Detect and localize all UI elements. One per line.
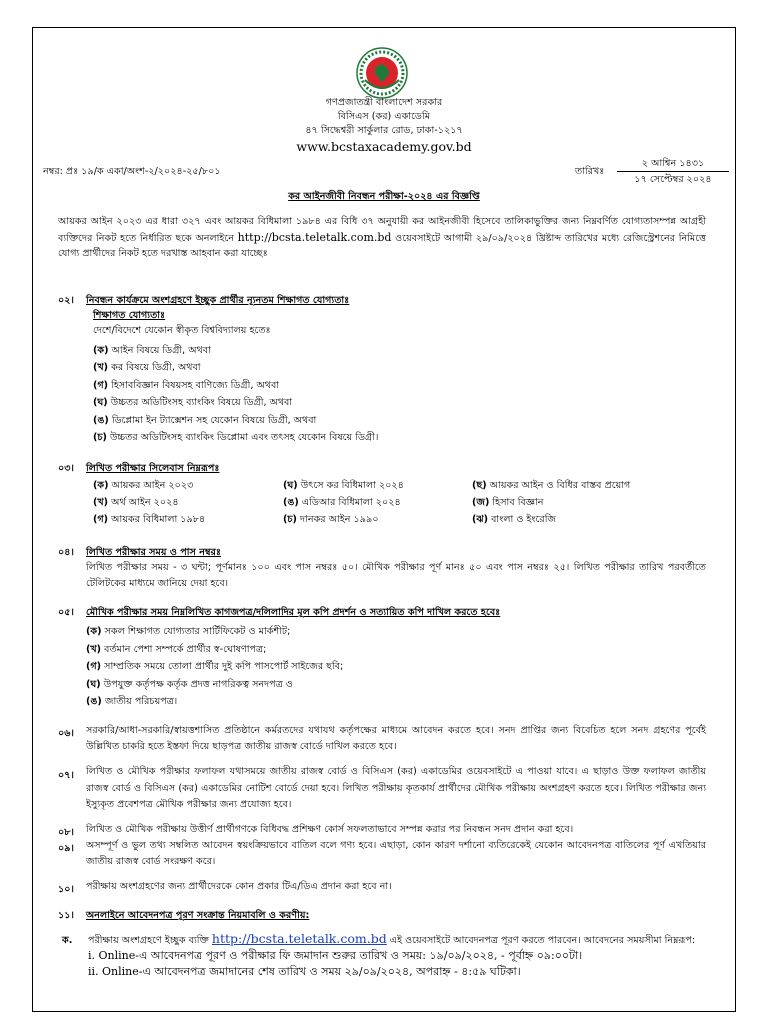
section-11-heading: অনলাইনে আবেদনপত্র পূরণ সংক্রান্ত নিয়মাবলি ও করণীয়: — [86, 910, 310, 921]
list-item: (চ) উচ্চতর অডিটিংসহ ব্যাংকিং ডিপ্লোমা এবং তৎসহ যেকোন বিষয়ে ডিগ্রী। — [93, 432, 379, 444]
section-02-list — [93, 342, 378, 446]
list-item: (ঙ) জাতীয় পরিচয়পত্র। — [86, 696, 178, 707]
syllabus-column-1 — [93, 477, 205, 529]
apply-timeline-ii: ii. Online-এ আবেদনপত্র জমাদানের শেষ তারিখ ও সময় ২৯/০৯/২০২৪, অপরাহ্ন - ৪:৫৯ ঘটিকা। — [88, 965, 521, 978]
section-10-text: পরীক্ষায় অংশগ্রহণের জন্য প্রার্থীদেরকে কোন প্রকার টিএ/ডিএ প্রদান করা হবে না। — [86, 881, 392, 892]
list-item: (ঙ) ডিপ্লোমা ইন ট্যাক্সেশন সহ যেকোন বিষয়ে ডিগ্রী, অথবা — [93, 414, 317, 426]
section-11-item-k: ক. — [62, 935, 73, 946]
list-item: (গ) সাম্প্রতিক সময়ে তোলা প্রার্থীর দুই কপি পাসপোর্ট সাইজের ছবি; — [86, 661, 344, 672]
section-02-subheading: শিক্ষাগত যোগ্যতাঃ — [93, 310, 166, 321]
list-item: (ক) আইন বিষয়ে ডিগ্রী, অথবা — [93, 345, 211, 356]
section-06-text: সরকারি/আধা-সরকারি/স্বায়ত্তশাসিত প্রতিষ্ঠানে কর্মরতদের যথাযথ কর্তৃপক্ষের মাধ্যমে আবেদন করতে হবে। সনদ প্রাপ্তির জন্য বিবেচিত হলে সনদ গ্রহণের পূর্বেই উল্লিখিত চাকরি হতে ইস্তফা দিয়ে ছাড়পত্র জাতীয় রাজস্ব বোর্ডে দাখিল করতে হবে। — [86, 725, 706, 752]
intro-link[interactable]: http://bcsta.teletalk.com.bd — [237, 230, 392, 244]
section-05-heading: মৌখিক পরীক্ষার সময় নিম্নলিখিত কাগজপত্র/দলিলাদির মূল কপি প্রদর্শন ও সত্যায়িত কপি দাখিল করতে হবেঃ — [86, 607, 501, 618]
list-item: (ঙ) এডিআর বিধিমালা ২০২৪ — [283, 497, 401, 509]
date-box — [617, 157, 729, 186]
org-address: ৪৭ সিদ্ধেশ্বরী সার্কুলার রোড, ঢাকা-১২১৭ — [305, 125, 463, 136]
section-04-heading: লিখিত পরীক্ষার সময় ও পাস নম্বরঃ — [86, 547, 221, 558]
section-05-number: ০৫। — [58, 607, 74, 618]
syllabus-column-2 — [283, 477, 404, 529]
section-11-number: ১১। — [58, 910, 74, 921]
section-06-number: ০৬। — [58, 728, 74, 739]
intro-text-a: আয়কর আইন ২০২৩ এর ধারা ৩২৭ এবং আয়কর বিধিমালা ১৯৮৪ এর বিধি ৩৭ অনুযায়ী কর আইনজীবী হিসেবে তালিকাভুক্তির জন্য নিম্নবর্ণিত যোগ্যতাসম্পন্ন আগ্রহী ব্যক্তিদের নিকট হতে নির্ধারিত ছকে অনলাইনে — [58, 216, 706, 244]
date-divider — [617, 171, 729, 172]
list-item: (ঝ) বাংলা ও ইংরেজি — [472, 514, 557, 526]
memo-number: নম্বর: প্রঃ ১৯/ক একা/অংশ-২/২০২৪-২৫/৮০১ — [43, 166, 221, 177]
date-gregorian: ১৭ সেপ্টেম্বর ২০২৪ — [634, 174, 712, 185]
list-item: (খ) অর্থ আইন ২০২৪ — [93, 497, 179, 509]
list-item: (জ) হিসাব বিজ্ঞান — [472, 497, 544, 509]
section-02-lead: দেশে/বিদেশে যেকোন স্বীকৃত বিশ্ববিদ্যালয় হতেঃ — [93, 325, 271, 336]
list-item: (ক) সকল শিক্ষাগত যোগ্যতার সার্টিফিকেট ও মার্কশীট; — [86, 626, 291, 637]
date-bangla: ২ আশ্বিন ১৪৩১ — [641, 158, 705, 169]
apply-text-b: এই ওয়েবসাইটে আবেদনপত্র পূরণ করতে পারবেন। আবেদনের সময়সীমা নিম্নরূপ: — [389, 935, 696, 946]
section-05-list — [86, 623, 343, 711]
section-10-number: ১০। — [58, 884, 74, 895]
section-07-number: ০৭। — [58, 770, 74, 781]
list-item: (চ) দানকর আইন ১৯৯০ — [283, 514, 379, 526]
list-item: (ঘ) উচ্চতর অডিটিংসহ ব্যাংকিং বিষয়ে ডিগ্রী, অথবা — [93, 397, 293, 409]
government-emblem-icon — [351, 46, 413, 100]
apply-link[interactable]: http://bcsta.teletalk.com.bd — [211, 931, 387, 946]
section-08-number: ০৮। — [58, 827, 74, 838]
section-02-heading: নিবন্ধন কার্যক্রমে অংশগ্রহণে ইচ্ছুক প্রার্থীর ন্যূনতম শিক্ষাগত যোগ্যতাঃ — [86, 295, 350, 306]
section-02-number: ০২। — [58, 295, 74, 306]
date-label: তারিখঃ — [575, 166, 605, 177]
section-03-heading: লিখিত পরীক্ষার সিলেবাস নিম্নরূপঃ — [86, 463, 220, 474]
intro-paragraph — [58, 214, 706, 262]
syllabus-column-3 — [472, 477, 630, 529]
gov-name: গণপ্রজাতন্ত্রী বাংলাদেশ সরকার — [325, 97, 443, 108]
intro-text-b: ওয়েবসাইটে আগামী ২৯/০৯/২০২৪ খ্রিষ্টাব্দ তারিখের মধ্যে রেজিস্ট্রেশনের নিমিত্তে যোগ্য প্রার্থীদের নিকট হতে দরখাস্ত আহবান করা যাচ্ছেঃ — [58, 232, 706, 259]
section-04-number: ০৪। — [58, 547, 74, 558]
section-09-text: অসম্পূর্ণ ও ভুল তথ্য সম্বলিত আবেদন স্বয়ংক্রিয়ভাবে বাতিল বলে গণ্য হবে। এছাড়া, কোন কারণ দর্শানো ব্যতিরেকেই যেকোন আবেদনপত্র বাতিলের পূর্ণ এখতিয়ার জাতীয় রাজস্ব বোর্ড সংরক্ষণ করে। — [86, 840, 706, 867]
section-11-line-a — [88, 932, 695, 947]
list-item: (ঘ) উপযুক্ত কর্তৃপক্ষ কর্তৃক প্রদত্ত নাগরিকত্ব সনদপত্র ও — [86, 678, 293, 690]
org-name: বিসিএস (কর) একাডেমি — [337, 111, 431, 122]
list-item: (ঘ) উৎসে কর বিধিমালা ২০২৪ — [283, 480, 404, 491]
list-item: (গ) আয়কর বিধিমালা ১৯৮৪ — [93, 514, 206, 526]
apply-text-a: পরীক্ষায় অংশগ্রহণে ইচ্ছুক ব্যক্তি — [88, 935, 209, 946]
notice-title: কর আইনজীবী নিবন্ধন পরীক্ষা-২০২৪ এর বিজ্ঞপ্তি — [288, 191, 480, 202]
section-08-text: লিখিত ও মৌখিক পরীক্ষায় উত্তীর্ণ প্রার্থীগণকে বিধিবদ্ধ প্রশিক্ষণ কোর্স সফলতাভাবে সম্পন্ন করার পর নিবন্ধন সনদ প্রদান করা হবে। — [86, 824, 574, 835]
section-09-number: ০৯। — [58, 843, 74, 854]
org-website: www.bcstaxacademy.gov.bd — [296, 139, 472, 154]
list-item: (ক) আয়কর আইন ২০২৩ — [93, 480, 194, 491]
section-03-number: ০৩। — [58, 463, 74, 474]
list-item: (গ) হিসাববিজ্ঞান বিষয়সহ বাণিজ্যে ডিগ্রী, অথবা — [93, 379, 280, 391]
list-item: (খ) কর বিষয়ে ডিগ্রী, অথবা — [93, 362, 201, 374]
section-04-text: লিখিত পরীক্ষার সময় - ৩ ঘন্টা; পূর্ণমানঃ ১০০ এবং পাস নম্বরঃ ৫০। মৌখিক পরীক্ষার পূর্ণ মানঃ ৫০ এবং পাস নম্বরঃ ২৫। লিখিত পরীক্ষার তারিখ পরবর্তীতে টেলিটকের মাধ্যমে জানিয়ে দেয়া হবে। — [86, 562, 706, 589]
list-item: (ছ) আয়কর আইন ও বিধির বাস্তব প্রয়োগ — [472, 480, 631, 491]
section-07-text: লিখিত ও মৌখিক পরীক্ষার ফলাফল যথাসময়ে জাতীয় রাজস্ব বোর্ড ও বিসিএস (কর) একাডেমির ওয়েবসাইটে এ পাওয়া যাবে। এ ছাড়াও উক্ত ফলাফল জাতীয় রাজস্ব বোর্ড ও বিসিএস (কর) একাডেমির নোটিশ বোর্ডে দেয়া হবে। লিখিত পরীক্ষায় কৃতকার্য প্রার্থীদের মৌখিক পরীক্ষায় অংশগ্রহণ করতে হবে। লিখিত পরীক্ষার জন্য ইস্যুকৃত প্রবেশপত্র মৌখিক পরীক্ষার জন্য প্রযোজ্য হবে। — [86, 766, 706, 810]
list-item: (খ) বর্তমান পেশা সম্পর্কে প্রার্থীর স্ব-ঘোষণাপত্র; — [86, 643, 267, 655]
apply-timeline-i: i. Online-এ আবেদনপত্র পূরণ ও পরীক্ষার ফি জমাদান শুরুর তারিখ ও সময়: ১৯/০৯/২০২৪, - পূর্বাহ্ন ০৯:০০টা। — [88, 949, 583, 962]
